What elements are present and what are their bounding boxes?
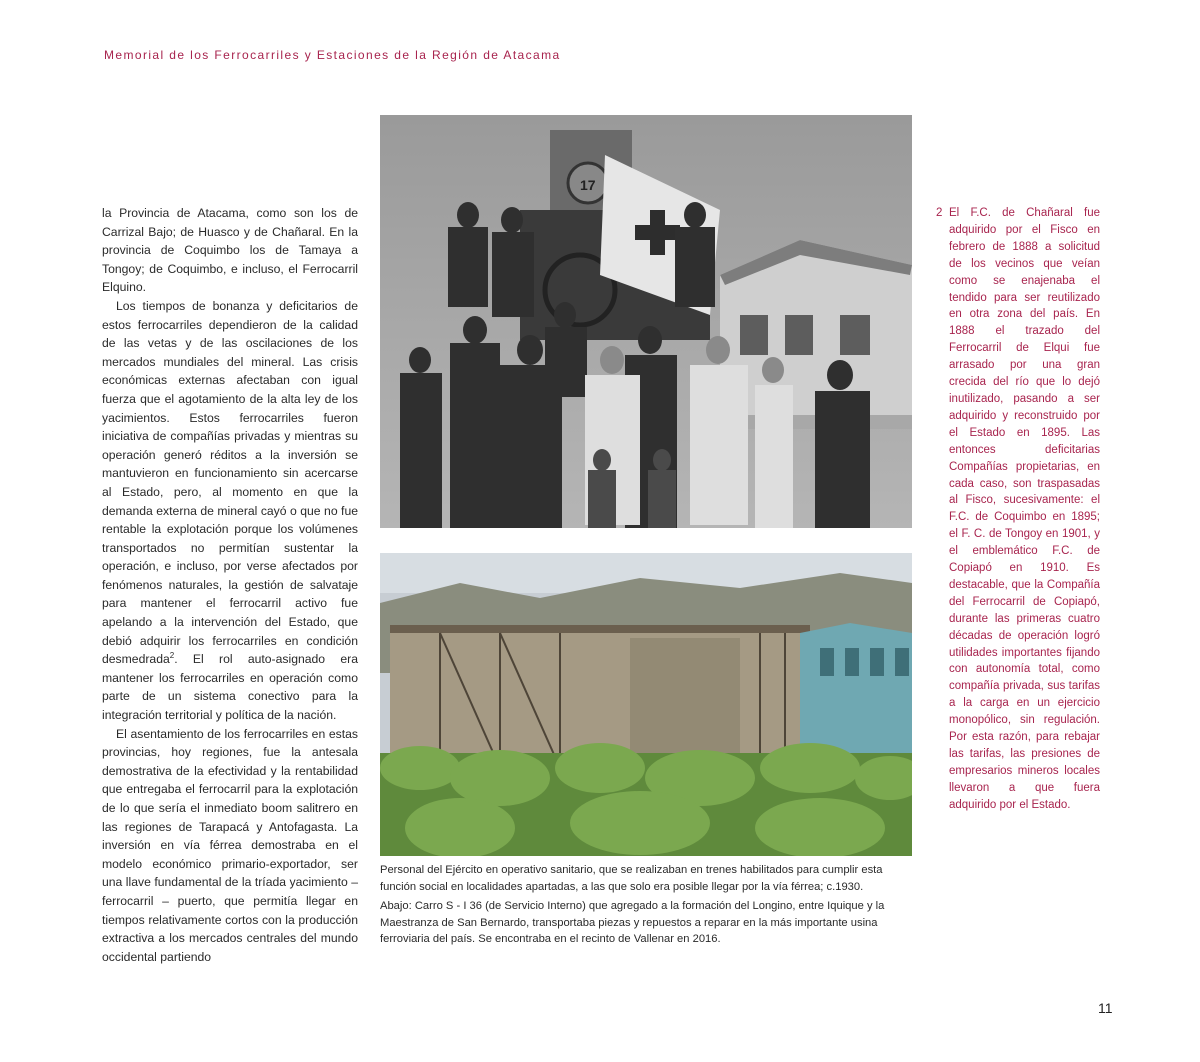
- footnote-number: 2: [936, 207, 943, 219]
- footnote-text: El F.C. de Chañaral fue adquirido por el Fisco en febrero de 1888 a solicitud de los vecinos que veían como se enajenaba el tendido para ser reutilizado en otra zona del país. En 1888 el trazado del Ferrocarril de Elqui fue arrasado por una gran crecida del río que lo dejó inutilizado, pasando a ser adquirido y reconstruido por el Estado en 1895. Las entonces deficitarias Compañías propietarias, en cada caso, son traspasadas al Fisco, sucesivamente: el F.C. de Coquimbo en 1895; el F. C. de Tongoy en 1901, y el emblemático F.C. de Copiapó en 1910. Es destacable, que la Compañía del Ferrocarril de Copiapó, durante las primeras cuatro décadas de operación logró utilidades importantes fijando con autonomía total, como compañía privada, sus tarifas a la carga en un ejercicio monopólico, sin regulación. Por esta razón, para rebajar las tarifas, las presiones de empresarios mineros locales llevaron a que fuera adquirido por el Estado.: [949, 207, 1100, 811]
- page-number: 11: [1098, 1000, 1113, 1016]
- caption-bottom: Abajo: Carro S - I 36 (de Servicio Interno) que agregado a la formación del Longino, entre Iquique y la Maestranza de San Bernardo, transportaba piezas y repuestos a reparar en la más importante usina ferroviaria del país. Se encontraba en el recinto de Vallenar en 2016.: [380, 900, 885, 945]
- body-paragraph-text: . El rol auto-asignado era mantener los ferrocarriles en operación como parte de un sistema conectivo para la integración territorial y política de la nación.: [102, 652, 358, 723]
- body-paragraph: [102, 297, 358, 725]
- body-paragraph-text: Los tiempos de bonanza y deficitarios de estos ferrocarriles dependieron de la calidad de las vetas y de las oscilaciones de los mercados mundiales del mineral. Las crisis económicas externas afectaban con igual fuerza que el agotamiento de la alta ley de los yacimientos. Estos ferrocarriles fueron iniciativa de compañías privadas y mientras su operación generó réditos a la inversión se mantuvieron en funcionamiento sin acercarse al Estado, pero, al momento en que la demanda externa de mineral cayó o que no fue rentable la explotación porque los volúmenes transportados no permitían sustentar la operación, e incluso, por verse afectados por fenómenos naturales, la gestión de salvataje para mantener el ferrocarril activo fue apelando a la intervención del Estado, que debió adquirir los ferrocarriles en condición desmedrada: [102, 298, 358, 667]
- footnote-reference[interactable]: 2: [169, 651, 175, 661]
- photo-captions: [380, 862, 912, 951]
- engine-number: 17: [580, 177, 596, 193]
- body-paragraph: la Provincia de Atacama, como son los de Carrizal Bajo; de Huasco y de Chañaral. En la provincia de Coquimbo los de Tamaya a Tongoy; de Coquimbo, e incluso, el Ferrocarril Elquino.: [102, 206, 358, 295]
- caption-top: Personal del Ejército en operativo sanitario, que se realizaban en trenes habilitados para cumplir esta función social en localidades apartadas, a las que solo era posible llegar por la vía férrea; c.1930.: [380, 864, 883, 893]
- body-paragraph: El asentamiento de los ferrocarriles en estas provincias, hoy regiones, fue la antesala demostrativa de la efectividad y la rentabilidad que entregaba el ferrocarril para la explotación de lo que sería el inmediato boom salitrero en las regiones de Tarapacá y Antofagasta. La inversión en vía férrea demostraba en el modelo económico primario-exportador, ser una llave fundamental de la tríada yacimiento – ferrocarril – puerto, que permitía llegar en tiempos relativamente cortos con la producción extractiva a los mercados centrales del mundo occidental partiendo: [102, 726, 358, 964]
- rail-car-photo: [380, 553, 912, 856]
- running-title: Memorial de los Ferrocarriles y Estaciones de la Región de Atacama: [104, 48, 561, 62]
- body-text-column: [102, 204, 358, 966]
- rail-car-photo-illustration: [380, 553, 912, 856]
- historical-photo-illustration: [380, 115, 912, 528]
- historical-photo: [380, 115, 912, 528]
- footnote: [936, 205, 1100, 814]
